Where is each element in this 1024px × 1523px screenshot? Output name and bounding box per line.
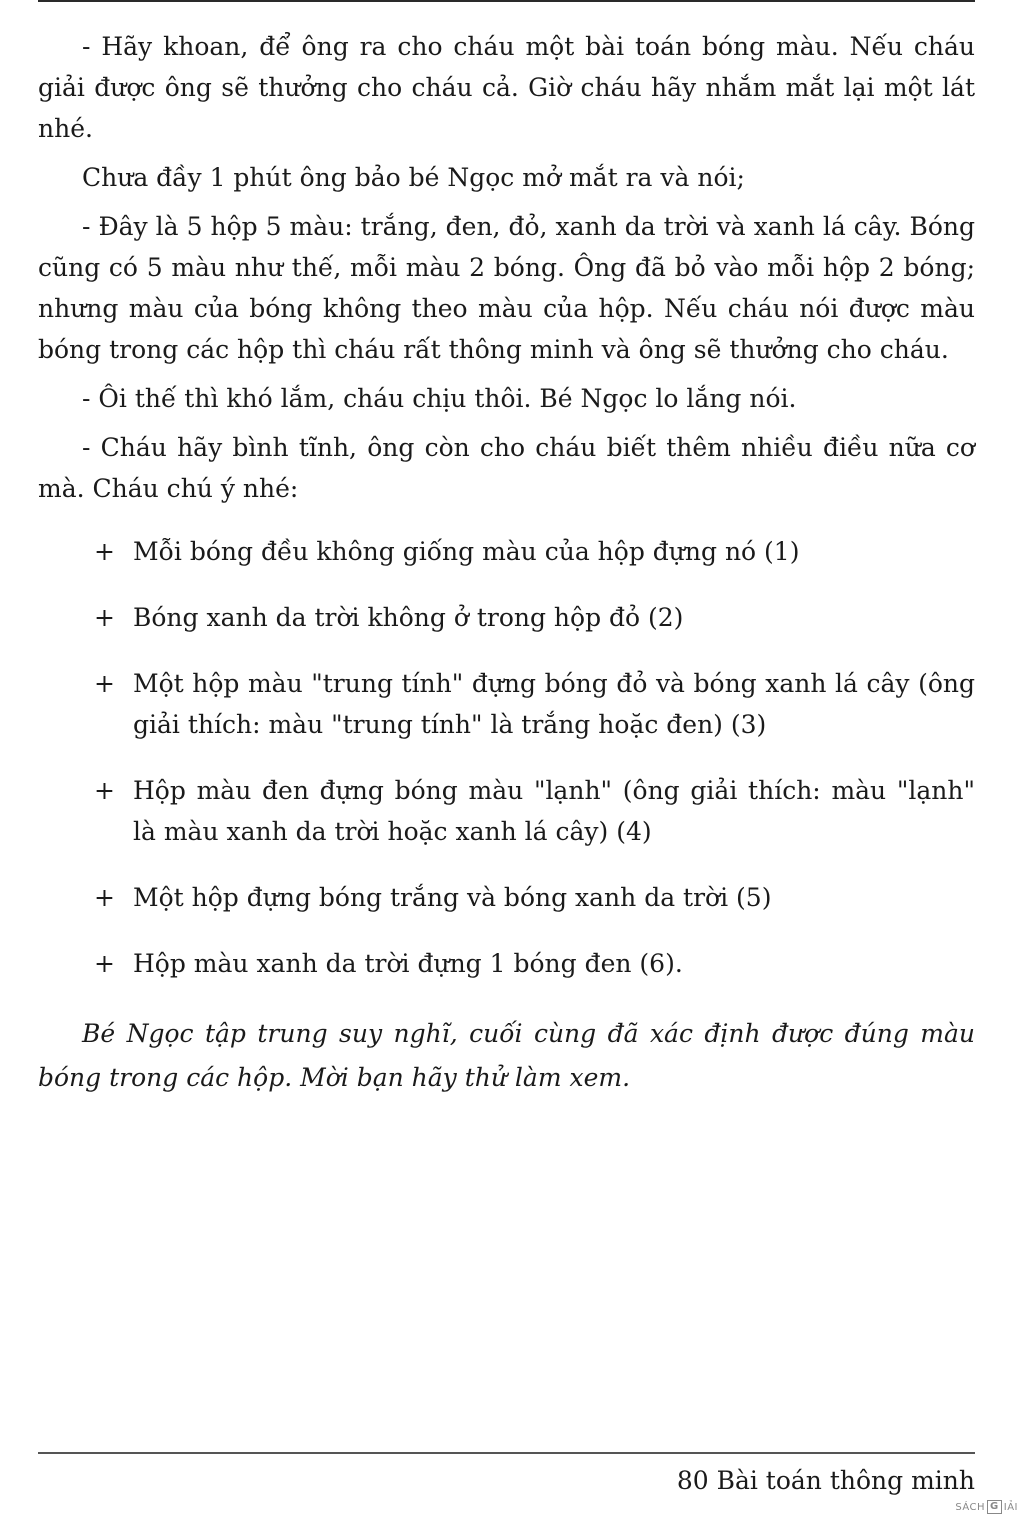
list-item	[38, 770, 975, 852]
bullet: +	[94, 537, 115, 566]
list-item-text: Một hộp đựng bóng trắng và bóng xanh da trời (5)	[133, 883, 772, 912]
bullet: +	[94, 776, 115, 805]
bullet: +	[94, 669, 115, 698]
footer-rule	[38, 1452, 975, 1454]
list-item-text: Hộp màu xanh da trời đựng 1 bóng đen (6).	[133, 949, 683, 978]
watermark-prefix: SÁCH	[955, 1501, 986, 1513]
closing-paragraph: Bé Ngọc tập trung suy nghĩ, cuối cùng đã xác định được đúng màu bóng trong các hộp. Mời bạn hãy thử làm xem.	[38, 1019, 975, 1092]
paragraph-2: Chưa đầy 1 phút ông bảo bé Ngọc mở mắt ra và nói;	[82, 163, 745, 192]
bullet: +	[94, 603, 115, 632]
list-item-text: Mỗi bóng đều không giống màu của hộp đựng nó (1)	[133, 537, 800, 566]
watermark-box: G	[987, 1500, 1002, 1514]
clue-list	[38, 531, 975, 984]
top-rule	[38, 0, 975, 2]
bullet: +	[94, 883, 115, 912]
list-item-text: Hộp màu đen đựng bóng màu "lạnh" (ông giải thích: màu "lạnh" là màu xanh da trời hoặc xanh lá cây) (4)	[133, 776, 975, 846]
watermark-logo	[955, 1500, 1018, 1514]
list-item-text: Bóng xanh da trời không ở trong hộp đỏ (2)	[133, 603, 684, 632]
bullet: +	[94, 949, 115, 978]
list-item	[38, 597, 975, 638]
paragraph-4: - Ôi thế thì khó lắm, cháu chịu thôi. Bé Ngọc lo lắng nói.	[82, 384, 797, 413]
paragraph-3: - Đây là 5 hộp 5 màu: trắng, đen, đỏ, xanh da trời và xanh lá cây. Bóng cũng có 5 màu như thế, mỗi màu 2 bóng. Ông đã bỏ vào mỗi hộp 2 bóng; nhưng màu của bóng không theo màu của hộp. Nếu cháu nói được màu bóng trong các hộp thì cháu rất thông minh và ông sẽ thưởng cho cháu.	[38, 212, 975, 364]
list-item-text: Một hộp màu "trung tính" đựng bóng đỏ và bóng xanh lá cây (ông giải thích: màu "trung tính" là trắng hoặc đen) (3)	[133, 669, 975, 739]
watermark-suffix: IẢI	[1003, 1501, 1018, 1513]
list-item	[38, 877, 975, 918]
paragraph-1: - Hãy khoan, để ông ra cho cháu một bài toán bóng màu. Nếu cháu giải được ông sẽ thưởng cho cháu cả. Giờ cháu hãy nhắm mắt lại một lát nhé.	[38, 32, 975, 143]
page-content	[38, 26, 975, 1100]
paragraph-5: - Cháu hãy bình tĩnh, ông còn cho cháu biết thêm nhiều điều nữa cơ mà. Cháu chú ý nhé:	[38, 433, 975, 503]
list-item	[38, 663, 975, 745]
footer-book-title: 80 Bài toán thông minh	[676, 1466, 975, 1495]
list-item	[38, 531, 975, 572]
list-item	[38, 943, 975, 984]
